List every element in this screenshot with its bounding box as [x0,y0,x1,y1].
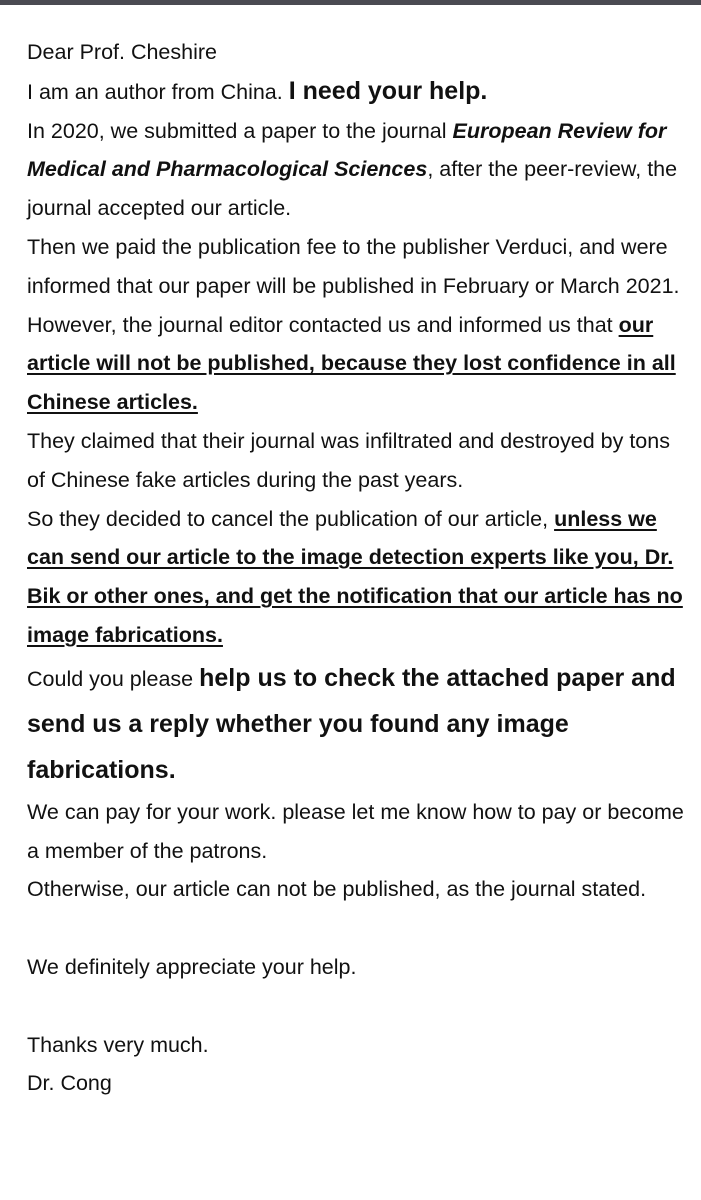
spacer [27,987,687,1026]
condition-emphasis: unless we can send our article to the image detection experts like you, Dr. Bik or other ones, and get the notification that our article has no image fabrications. [27,506,683,647]
cancel-text: So they decided to cancel the publication of our article, [27,506,555,531]
request-emphasis: help us to check the attached paper and send us a reply whether you found any image fabrications. [27,663,676,784]
journal-name: European Review for Medical and Pharmacological Sciences [27,118,667,182]
closing-line: Thanks very much. [27,1032,209,1057]
intro-text: I am an author from China. [27,79,289,104]
payment-paragraph: Then we paid the publication fee to the publisher Verduci, and were informed that our paper will be published in February or March 2021. [27,234,680,298]
editor-paragraph [27,306,687,422]
request-paragraph [27,655,687,793]
claim-paragraph: They claimed that their journal was infiltrated and destroyed by tons of Chinese fake articles during the past years. [27,428,670,492]
editor-text: However, the journal editor contacted us and informed us that [27,312,619,337]
top-border [0,0,701,5]
pay-paragraph: We can pay for your work. please let me know how to pay or become a member of the patrons. [27,799,684,863]
submission-text-end: , after the peer-review, the journal accepted our article. [27,157,678,221]
submission-text: In 2020, we submitted a paper to the journal [27,118,453,143]
spacer [27,909,687,948]
help-request-emphasis: I need your help. [288,76,488,105]
greeting: Dear Prof. Cheshire [27,40,217,64]
intro-paragraph [27,72,687,112]
submission-paragraph [27,112,687,228]
letter-body [27,33,687,1103]
request-text: Could you please [27,666,200,691]
signature: Dr. Cong [27,1071,112,1096]
otherwise-paragraph: Otherwise, our article can not be published, as the journal stated. [27,877,647,902]
rejection-reason: our article will not be published, because they lost confidence in all Chinese articles. [27,312,676,415]
cancel-paragraph [27,500,687,655]
appreciation-line: We definitely appreciate your help. [27,954,357,979]
